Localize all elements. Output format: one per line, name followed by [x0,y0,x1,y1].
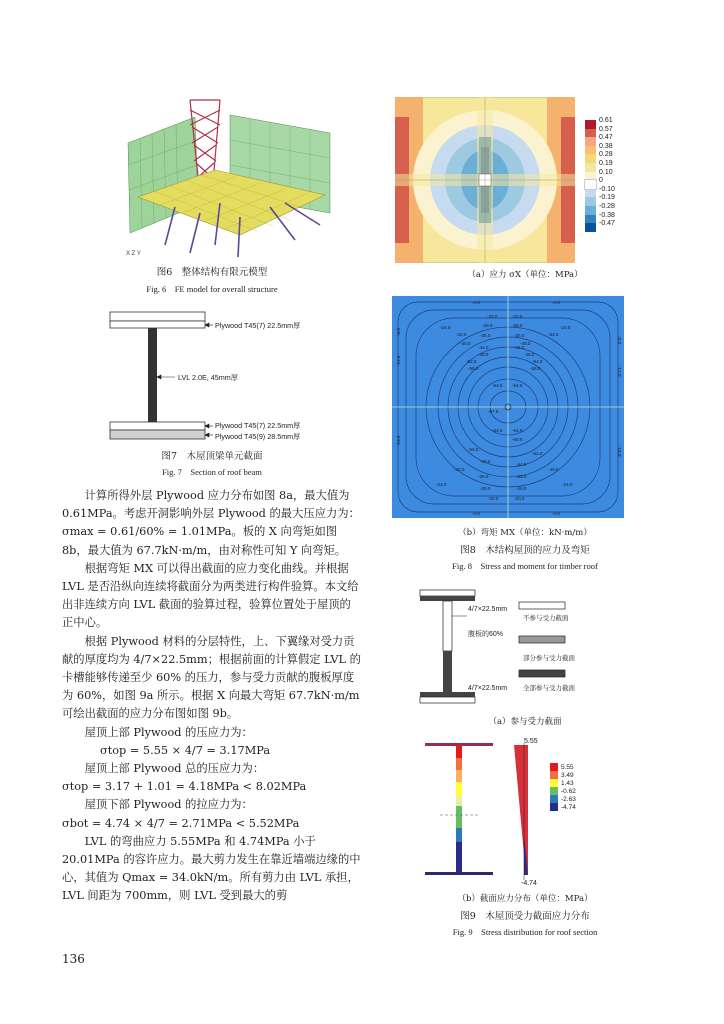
contour-label: -20.0 [487,314,498,319]
legend-value: -2.63 [561,796,576,803]
legend-value: 0 [599,177,603,185]
legend-value: 0.10 [599,168,613,176]
contour-label: -40.0 [548,467,559,472]
paragraph-4: 屋顶上部 Plywood 的压应力为： [84,725,253,739]
contour-label: -24.0 [440,325,451,330]
dim-top-label: 4/7×22.5mm [468,606,508,613]
fig7-caption-en: Fig. 7 Section of roof beam [162,467,262,477]
contour-label: -20.0 [514,496,525,501]
fig8-caption-en: Fig. 8 Stress and moment for timber roof [452,561,598,571]
paragraph-1: 计算所得外层 Plywood 应力分布如图 8a，最大值为 0.61MPa。考虑开洞影响外层 Plywood 的最大压应力为：σmax = 0.61/60% = 1.01MPa。板的 X 向弯矩如图 8b，最大值为 67.7kN·m/m，由对称性可知 Y 向弯矩。 [62,489,360,557]
legend-value: 0.61 [599,117,613,124]
moment-contour-plot [392,296,624,518]
contour-label: -36.0 [516,474,527,479]
contour-label: -16.0 [617,446,622,457]
legend-value: 0.57 [599,125,613,133]
fig9-caption-en: Fig. 9 Stress distribution for roof section [452,927,598,937]
contour-label: -44.0 [514,345,525,350]
contour-label: -28.0 [480,486,491,491]
legend-value: 0.38 [599,142,613,150]
top-flange-2 [110,321,205,328]
label-plywood-top: Plywood T45(7) 22.5mm厚 [215,321,301,330]
paragraph-5: 屋顶上部 Plywood 总的压应力为： [84,762,265,776]
legend-full-label: 全部参与受力截面 [523,685,575,692]
legend-none-label: 不参与受力截面 [523,615,569,622]
paragraph-3: 根据 Plywood 材料的分层特性，上、下翼缘对受力贡献的厚度均为 4/7×22.5mm；根据前面的计算假定 LVL 的卡槽能够传递至少 60% 的压力，参与受力贡献的腹板厚度为 60%，如图 9a 所示。根据 X 向最大弯矩 67.7kN·m/m 可绘出截面的应力分布图如图 9b。 [62,634,361,721]
legend-value: -0.19 [599,194,615,202]
contour-label: -4.0 [552,511,560,516]
contour-label: -48.0 [478,352,489,357]
label-plywood-bot2: Plywood T45(9) 28.5mm厚 [215,432,301,441]
stress-legend [585,117,635,232]
top-flange [110,312,205,321]
paragraph-7: LVL 的弯曲应力 5.55MPa 和 4.74MPa 小于 20.01MPa 的容许应力。最大剪力发生在靠近墙端边缘的中心，其值为 Qmax = 34.0kN/m。所有剪力由 LVL 承担，LVL 间距为 700mm，则 LVL 受到最大的剪 [62,834,361,903]
contour-label: -36.0 [478,474,489,479]
legend-swatch [585,197,596,206]
contour-label: -40.0 [520,341,531,346]
contour-label: -56.0 [530,366,541,371]
section-stress-distribution [420,735,620,890]
contour-label: -64.0 [492,383,503,388]
contour-label: -36.0 [514,333,525,338]
contour-label: -8.0 [396,328,401,336]
fig8a-caption: （a）应力 σX（单位：MPa） [467,270,583,280]
participating-section-figure [415,588,615,713]
contour-label: -24.0 [562,482,573,487]
contour-label: -52.0 [532,451,543,456]
legend-value: 0.28 [599,151,613,159]
legend-swatch [585,206,596,215]
contour-label: -64.0 [512,383,523,388]
contour-label: -60.0 [512,437,523,442]
contour-label: -28.0 [512,323,523,328]
equation-1: σtop = 5.55 × 4/7 = 3.17MPa [100,743,271,757]
roof-beam-section [105,310,335,445]
contour-label: -36.0 [480,333,491,338]
legend-swatch [585,172,596,181]
fig8b-caption: （b）弯矩 MX（单位：kN·m/m） [458,528,592,538]
fig7-caption-cn: 图7 木屋顶梁单元截面 [161,451,263,462]
label-lvl: LVL 2.0E, 45mm厚 [178,373,238,382]
contour-label: -56.0 [468,447,479,452]
contour-label: -20.0 [488,496,499,501]
dim-bottom-label: 4/7×22.5mm [468,685,508,692]
fe-model-figure [120,95,350,260]
contour-label: -28.0 [482,323,493,328]
contour-label: -32.0 [456,332,467,337]
legend-swatch [585,180,596,189]
legend-value: -0.47 [599,220,615,228]
contour-label: -64.0 [492,428,503,433]
fig8-caption-cn: 图8 木结构屋顶的应力及弯矩 [460,545,590,556]
legend-value: 0.19 [599,159,613,167]
legend-swatch [585,215,596,224]
fe-axis-label: X Z Y [126,251,141,257]
contour-label: -12.0 [396,355,401,366]
contour-label: -28.0 [516,486,527,491]
equation-2: σtop = 3.17 + 1.01 = 4.18MPa < 8.02MPa [62,780,307,794]
contour-label: -16.0 [396,435,401,446]
legend-swatch [585,137,596,146]
legend-swatch [585,129,596,138]
bottom-stress-value: -4.74 [521,880,537,887]
legend-value: 0.47 [599,134,613,142]
legend-swatch [585,154,596,163]
fig6-caption-en: Fig. 6 FE model for overall structure [146,284,278,294]
stress-contour-plot [395,97,575,263]
paragraph-6: 屋顶下部 Plywood 的拉应力为： [84,798,253,812]
legend-value: -4.74 [561,804,576,811]
legend-value: -0.62 [561,788,576,795]
contour-label: -56.0 [468,366,479,371]
paragraph-2: 根据弯矩 MX 可以得出截面的应力变化曲线。并根据 LVL 是否沿纵向连续将截面分为两类进行构件验算。本文给出非连续方向 LVL 截面的验算过程，验算位置处于屋顶的正中心。 [62,561,359,630]
contour-label: -67.6 [488,409,499,414]
contour-label: -48.0 [480,459,491,464]
legend-swatch [585,163,596,172]
contour-label: -52.0 [466,359,477,364]
fig9b-caption: （b）截面应力分布（单位：MPa） [457,894,593,904]
contour-label: -4.0 [552,300,560,305]
equation-3: σbot = 4.74 × 4/7 = 2.71MPa < 5.52MPa [62,816,300,830]
legend-swatch [585,120,596,129]
legend-value: -0.28 [599,202,615,210]
legend-value: -0.10 [599,185,615,193]
top-stress-value: 5.55 [524,738,538,745]
contour-label: -44.0 [516,462,527,467]
bottom-flange-2 [110,430,205,439]
legend-value: 1.43 [561,780,574,787]
contour-label: -32.0 [548,332,559,337]
contour-label: -4.0 [472,511,480,516]
contour-label: -4.0 [472,300,480,305]
contour-label: -40.0 [454,467,465,472]
legend-swatch [585,189,596,198]
body-text [62,487,362,906]
contour-label: -52.0 [532,359,543,364]
page-number: 136 [62,952,85,966]
legend-part-label: 部分参与受力截面 [523,655,575,662]
legend-value: -0.38 [599,211,615,219]
contour-label: -44.0 [478,345,489,350]
contour-label: -20.0 [512,314,523,319]
fig6-caption-cn: 图6 整体结构有限元模型 [156,267,268,278]
contour-label: -48.0 [524,352,535,357]
contour-label: -40.0 [460,341,471,346]
contour-label: -12.0 [617,366,622,377]
label-plywood-bot1: Plywood T45(7) 22.5mm厚 [215,421,301,430]
legend-swatch [585,146,596,155]
contour-label: -8.0 [617,336,622,344]
web [148,328,157,426]
web-label: 腹板的60% [468,631,504,638]
legend-swatch [585,223,596,232]
bottom-flange-1 [110,422,205,430]
fig9a-caption: （a）参与受力截面 [488,717,562,727]
contour-label: -24.0 [560,325,571,330]
legend-value: 5.55 [561,764,574,771]
legend-value: 3.49 [561,772,574,779]
contour-label: -64.0 [512,428,523,433]
fig9-caption-cn: 图9 木屋顶受力截面应力分布 [460,911,590,922]
contour-label: -24.0 [436,482,447,487]
